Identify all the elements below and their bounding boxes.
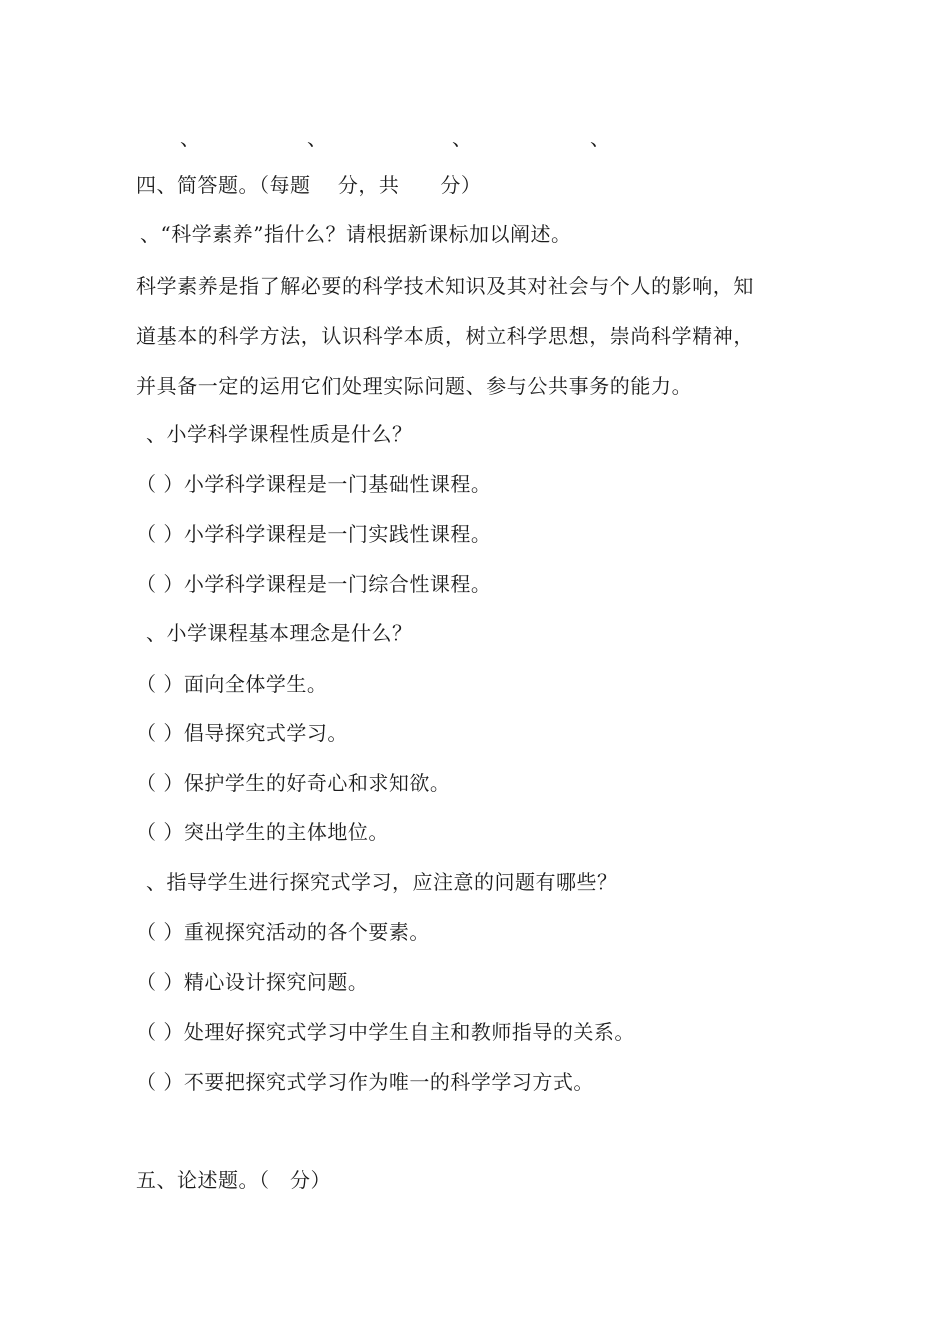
q1-answer (136, 261, 816, 411)
q3-answer-2: （ ）倡导探究式学习。 (136, 721, 348, 745)
q1-answer-line: 道基本的科学方法，认识科学本质，树立科学思想，崇尚科学精神， (136, 324, 754, 348)
q4-answer-1: （ ）重视探究活动的各个要素。 (136, 920, 430, 944)
q4-answer-2: （ ）精心设计探究问题。 (136, 970, 369, 994)
q2-answer-2: （ ）小学科学课程是一门实践性课程。 (136, 522, 492, 546)
enum-mark-4: 、 (590, 126, 610, 150)
q4-question: 、指导学生进行探究式学习，应注意的问题有哪些？ (146, 870, 618, 894)
q1-answer-line: 科学素养是指了解必要的科学技术知识及其对社会与个人的影响，知 (136, 274, 754, 298)
q2-answer-3: （ ）小学科学课程是一门综合性课程。 (136, 572, 492, 596)
q4-answer-3: （ ）处理好探究式学习中学生自主和教师指导的关系。 (136, 1020, 635, 1044)
q3-answer-3: （ ）保护学生的好奇心和求知欲。 (136, 771, 451, 795)
q4-answer-4: （ ）不要把探究式学习作为唯一的科学学习方式。 (136, 1070, 594, 1094)
section5-heading: 五、论述题。（ 分） (136, 1168, 331, 1192)
q1-answer-line: 并具备一定的运用它们处理实际问题、参与公共事务的能力。 (136, 374, 693, 398)
q3-question: 、小学课程基本理念是什么？ (146, 621, 413, 645)
q2-question: 、小学科学课程性质是什么？ (146, 422, 413, 446)
q1-question: 、“科学素养”指什么？请根据新课标加以阐述。 (140, 222, 572, 246)
enum-mark-1: 、 (180, 126, 200, 150)
q3-answer-1: （ ）面向全体学生。 (136, 672, 328, 696)
section4-heading: 四、简答题。（每题 分，共 分） (136, 173, 482, 197)
q3-answer-4: （ ）突出学生的主体地位。 (136, 820, 389, 844)
enum-mark-3: 、 (452, 126, 472, 150)
enum-mark-2: 、 (307, 126, 327, 150)
q2-answer-1: （ ）小学科学课程是一门基础性课程。 (136, 472, 492, 496)
